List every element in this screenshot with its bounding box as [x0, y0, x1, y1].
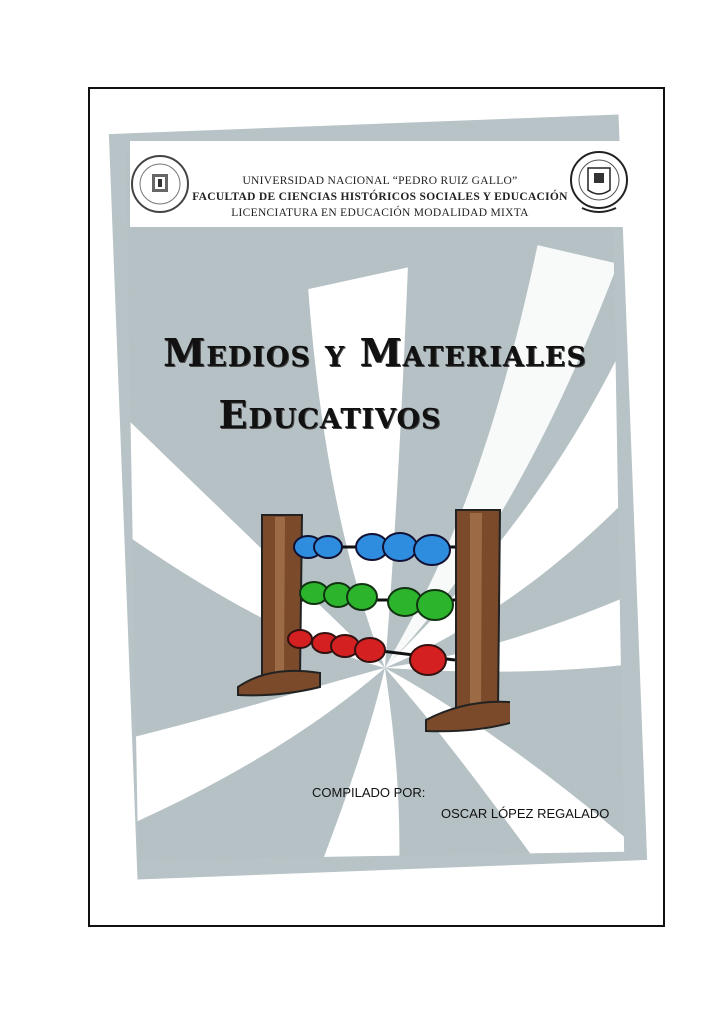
university-name: UNIVERSIDAD NACIONAL “PEDRO RUIZ GALLO”	[242, 175, 518, 187]
university-seal-right-icon	[568, 140, 630, 228]
swirl-background	[126, 144, 624, 860]
compiled-by-label: COMPILADO POR:	[312, 785, 426, 800]
main-title-line1: Medios y Materiales	[163, 330, 587, 375]
university-seal-left-icon	[130, 150, 190, 220]
faculty-name: FACULTAD DE CIENCIAS HISTÓRICOS SOCIALES Y EDUCACIÓN	[192, 191, 568, 203]
abacus-illustration-icon	[230, 505, 510, 735]
cover-card	[126, 144, 624, 860]
main-title-line2: Educativos	[218, 392, 442, 437]
program-name: LICENCIATURA EN EDUCACIÓN MODALIDAD MIXTA	[231, 207, 529, 219]
author-name: OSCAR LÓPEZ REGALADO	[441, 806, 610, 821]
